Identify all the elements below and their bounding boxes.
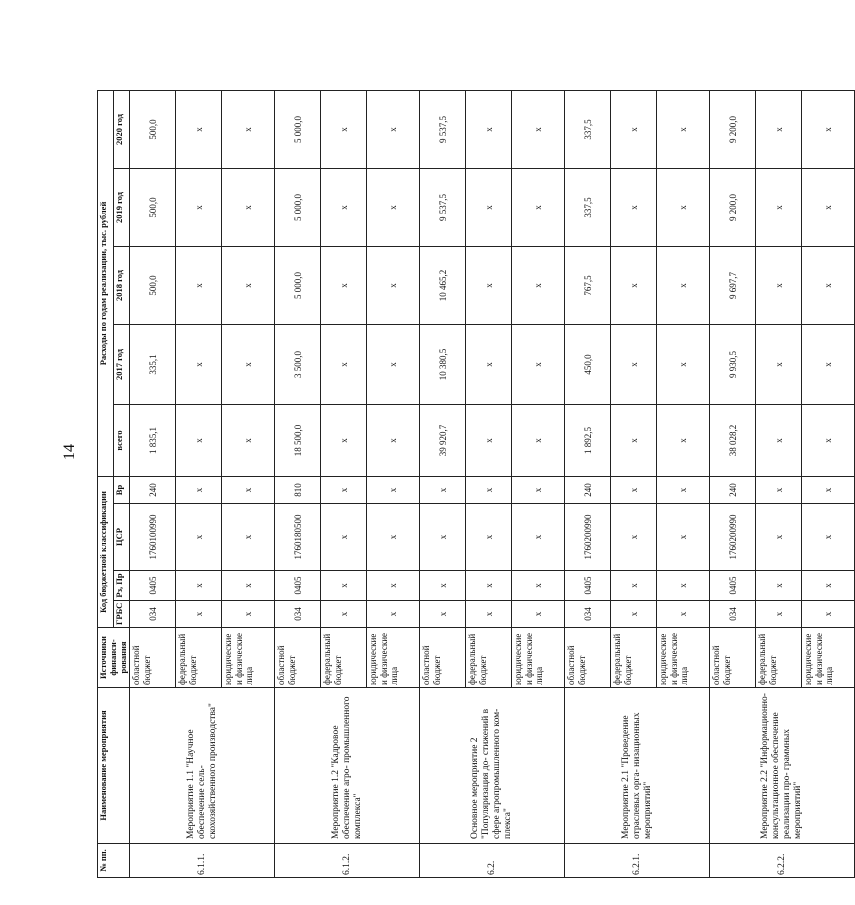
table-container <box>97 18 834 878</box>
grbs-cell: х <box>367 601 420 628</box>
total-cell: х <box>222 405 275 477</box>
page-number: 14 <box>61 444 78 460</box>
year-2018-cell: х <box>802 247 855 325</box>
year-2018-cell: х <box>222 247 275 325</box>
total-cell: х <box>176 405 222 477</box>
source-cell: юридические и физические лица <box>802 628 855 688</box>
grbs-cell: х <box>321 601 367 628</box>
year-2019-cell: 5 000,0 <box>275 169 321 247</box>
header-name: Наименование мероприятия <box>98 688 130 844</box>
activity-name: Мероприятие 2.1 "Проведение отраслевых орга- низационных мероприятий" <box>565 688 710 844</box>
rzpr-cell: 0405 <box>275 571 321 601</box>
csr-cell: х <box>176 504 222 571</box>
csr-cell: х <box>802 504 855 571</box>
grbs-cell: х <box>466 601 512 628</box>
year-2020-cell: х <box>367 90 420 168</box>
grbs-cell: х <box>512 601 565 628</box>
header-grbs: ГРБС <box>114 601 130 628</box>
year-2017-cell: х <box>321 325 367 405</box>
vr-cell: 240 <box>130 477 176 504</box>
csr-cell: х <box>420 504 466 571</box>
vr-cell: 810 <box>275 477 321 504</box>
year-2019-cell: х <box>512 169 565 247</box>
year-2017-cell: х <box>176 325 222 405</box>
csr-cell: х <box>657 504 710 571</box>
header-total: всего <box>114 405 130 477</box>
csr-cell: х <box>611 504 657 571</box>
rzpr-cell: х <box>321 571 367 601</box>
row-number: 6.2.2. <box>710 844 855 878</box>
year-2017-cell: 335,1 <box>130 325 176 405</box>
year-2018-cell: х <box>756 247 802 325</box>
source-cell: федеральный бюджет <box>321 628 367 688</box>
rzpr-cell: х <box>420 571 466 601</box>
year-2018-cell: 500,0 <box>130 247 176 325</box>
header-2017: 2017 год <box>114 325 130 405</box>
header-2018: 2018 год <box>114 247 130 325</box>
header-rzpr: Рз, Пр <box>114 571 130 601</box>
vr-cell: х <box>611 477 657 504</box>
year-2017-cell: х <box>512 325 565 405</box>
year-2019-cell: х <box>802 169 855 247</box>
source-cell: областной бюджет <box>420 628 466 688</box>
year-2020-cell: х <box>611 90 657 168</box>
source-cell: областной бюджет <box>275 628 321 688</box>
row-number: 6.2. <box>420 844 565 878</box>
year-2020-cell: х <box>756 90 802 168</box>
rzpr-cell: х <box>176 571 222 601</box>
source-cell: юридические и физические лица <box>367 628 420 688</box>
rzpr-cell: 0405 <box>130 571 176 601</box>
rzpr-cell: х <box>611 571 657 601</box>
csr-cell: х <box>756 504 802 571</box>
header-num: № пп. <box>98 844 130 878</box>
year-2018-cell: х <box>176 247 222 325</box>
year-2017-cell: х <box>466 325 512 405</box>
grbs-cell: х <box>657 601 710 628</box>
vr-cell: х <box>756 477 802 504</box>
year-2018-cell: 9 697,7 <box>710 247 756 325</box>
grbs-cell: х <box>756 601 802 628</box>
year-2019-cell: х <box>756 169 802 247</box>
csr-cell: 1760200990 <box>565 504 611 571</box>
table-body <box>130 17 855 877</box>
header-expenses: Расходы по годам реализации, тыс. рублей <box>98 90 114 476</box>
rzpr-cell: х <box>802 571 855 601</box>
csr-cell: х <box>367 504 420 571</box>
table-row <box>565 17 611 877</box>
csr-cell: х <box>512 504 565 571</box>
year-2017-cell: 10 380,5 <box>420 325 466 405</box>
vr-cell: х <box>420 477 466 504</box>
year-2018-cell: х <box>367 247 420 325</box>
vr-cell: х <box>367 477 420 504</box>
grbs-cell: х <box>222 601 275 628</box>
year-2020-cell: х <box>176 90 222 168</box>
grbs-cell: 034 <box>130 601 176 628</box>
year-2018-cell: х <box>321 247 367 325</box>
year-2020-cell: 9 200,0 <box>710 90 756 168</box>
header-2020: 2020 год <box>114 90 130 168</box>
total-cell: х <box>466 405 512 477</box>
year-2017-cell: 3 500,0 <box>275 325 321 405</box>
year-2020-cell: х <box>222 90 275 168</box>
activity-name: Мероприятие 1.1 "Научное обеспечение сель- скохозяйственного производства" <box>130 688 275 844</box>
year-2017-cell: 9 930,5 <box>710 325 756 405</box>
table-row <box>420 17 466 877</box>
rzpr-cell: х <box>466 571 512 601</box>
vr-cell: х <box>321 477 367 504</box>
rzpr-cell: х <box>222 571 275 601</box>
year-2018-cell: 10 465,2 <box>420 247 466 325</box>
year-2019-cell: х <box>367 169 420 247</box>
total-cell: 1 892,5 <box>565 405 611 477</box>
source-cell: федеральный бюджет <box>466 628 512 688</box>
csr-cell: 1760180500 <box>275 504 321 571</box>
vr-cell: х <box>222 477 275 504</box>
year-2019-cell: 337,5 <box>565 169 611 247</box>
year-2020-cell: 500,0 <box>130 90 176 168</box>
year-2019-cell: х <box>176 169 222 247</box>
csr-cell: х <box>321 504 367 571</box>
activity-name: Мероприятие 2.2 "Информационно- консультационное обеспечение реализации про- граммных мероприятий" <box>710 688 855 844</box>
total-cell: 18 500,0 <box>275 405 321 477</box>
rzpr-cell: х <box>367 571 420 601</box>
year-2020-cell: х <box>657 90 710 168</box>
vr-cell: х <box>176 477 222 504</box>
header-csr: ЦСР <box>114 504 130 571</box>
source-cell: федеральный бюджет <box>611 628 657 688</box>
source-cell: юридические и физические лица <box>222 628 275 688</box>
total-cell: 38 028,2 <box>710 405 756 477</box>
year-2020-cell: х <box>321 90 367 168</box>
year-2017-cell: х <box>611 325 657 405</box>
rzpr-cell: х <box>657 571 710 601</box>
total-cell: х <box>756 405 802 477</box>
budget-table <box>97 17 855 878</box>
grbs-cell: 034 <box>565 601 611 628</box>
csr-cell: х <box>466 504 512 571</box>
total-cell: 1 835,1 <box>130 405 176 477</box>
header-source: Источники финанси- рования <box>98 628 130 688</box>
source-cell: юридические и физические лица <box>512 628 565 688</box>
rzpr-cell: 0405 <box>565 571 611 601</box>
year-2019-cell: х <box>657 169 710 247</box>
vr-cell: х <box>512 477 565 504</box>
grbs-cell: х <box>802 601 855 628</box>
total-cell: х <box>321 405 367 477</box>
year-2020-cell: х <box>802 90 855 168</box>
rzpr-cell: 0405 <box>710 571 756 601</box>
table-row <box>130 17 176 877</box>
year-2020-cell: х <box>512 90 565 168</box>
year-2017-cell: х <box>222 325 275 405</box>
csr-cell: 1760200990 <box>710 504 756 571</box>
row-number: 6.1.1. <box>130 844 275 878</box>
source-cell: федеральный бюджет <box>176 628 222 688</box>
vr-cell: 240 <box>565 477 611 504</box>
row-number: 6.1.2. <box>275 844 420 878</box>
year-2019-cell: 9 537,5 <box>420 169 466 247</box>
year-2017-cell: х <box>802 325 855 405</box>
year-2019-cell: 500,0 <box>130 169 176 247</box>
year-2018-cell: х <box>611 247 657 325</box>
grbs-cell: х <box>611 601 657 628</box>
grbs-cell: 034 <box>275 601 321 628</box>
year-2019-cell: 9 200,0 <box>710 169 756 247</box>
activity-name: Основное мероприятие 2 "Популяризация до- стижений в сфере агропромышленного ком- плекса" <box>420 688 565 844</box>
header-kbk: Код бюджетной классификации <box>98 477 114 628</box>
year-2018-cell: х <box>466 247 512 325</box>
total-cell: х <box>512 405 565 477</box>
vr-cell: 240 <box>710 477 756 504</box>
grbs-cell: х <box>176 601 222 628</box>
year-2018-cell: х <box>657 247 710 325</box>
vr-cell: х <box>802 477 855 504</box>
source-cell: областной бюджет <box>565 628 611 688</box>
grbs-cell: 034 <box>710 601 756 628</box>
header-vr: Вр <box>114 477 130 504</box>
year-2017-cell: х <box>657 325 710 405</box>
total-cell: х <box>657 405 710 477</box>
table-row <box>275 17 321 877</box>
year-2017-cell: 450,0 <box>565 325 611 405</box>
vr-cell: х <box>466 477 512 504</box>
table-row <box>710 17 756 877</box>
rzpr-cell: х <box>756 571 802 601</box>
year-2020-cell: 337,5 <box>565 90 611 168</box>
year-2019-cell: х <box>466 169 512 247</box>
year-2018-cell: 5 000,0 <box>275 247 321 325</box>
row-number: 6.2.1. <box>565 844 710 878</box>
year-2019-cell: х <box>321 169 367 247</box>
vr-cell: х <box>657 477 710 504</box>
source-cell: юридические и физические лица <box>657 628 710 688</box>
rzpr-cell: х <box>512 571 565 601</box>
source-cell: федеральный бюджет <box>756 628 802 688</box>
year-2018-cell: 767,5 <box>565 247 611 325</box>
year-2020-cell: 5 000,0 <box>275 90 321 168</box>
year-2018-cell: х <box>512 247 565 325</box>
year-2017-cell: х <box>367 325 420 405</box>
year-2020-cell: х <box>466 90 512 168</box>
grbs-cell: х <box>420 601 466 628</box>
year-2020-cell: 9 537,5 <box>420 90 466 168</box>
year-2019-cell: х <box>611 169 657 247</box>
csr-cell: 1760100990 <box>130 504 176 571</box>
total-cell: х <box>802 405 855 477</box>
csr-cell: х <box>222 504 275 571</box>
activity-name: Мероприятие 1.2 "Кадровое обеспечение агро- промышленного комплекса" <box>275 688 420 844</box>
total-cell: х <box>367 405 420 477</box>
header-2019: 2019 год <box>114 169 130 247</box>
year-2017-cell: х <box>756 325 802 405</box>
total-cell: х <box>611 405 657 477</box>
source-cell: областной бюджет <box>710 628 756 688</box>
year-2019-cell: х <box>222 169 275 247</box>
total-cell: 39 920,7 <box>420 405 466 477</box>
table-header <box>98 17 130 877</box>
source-cell: областной бюджет <box>130 628 176 688</box>
